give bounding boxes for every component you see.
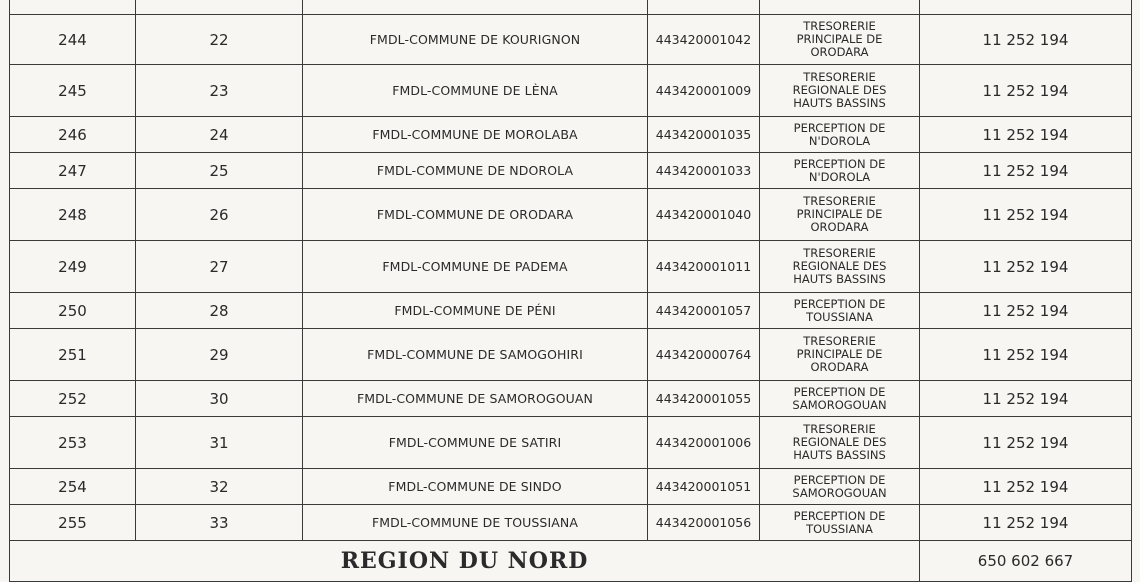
treasury-line: PERCEPTION DE xyxy=(793,296,886,311)
row-number: 246 xyxy=(10,117,136,153)
table-row xyxy=(10,505,1132,541)
treasury-office xyxy=(760,329,920,381)
commune-name: FMDL-COMMUNE DE NDOROLA xyxy=(303,153,648,189)
group-index: 29 xyxy=(136,329,303,381)
table-row xyxy=(10,241,1132,293)
amount-value: 11 252 194 xyxy=(920,15,1132,65)
treasury-line: PRINCIPALE DE xyxy=(796,32,883,46)
treasury-line: ORODARA xyxy=(810,360,869,374)
treasury-line: TOUSSIANA xyxy=(806,309,873,324)
amount-value: 11 252 194 xyxy=(920,329,1132,381)
treasury-line: PRINCIPALE DE xyxy=(796,347,883,361)
group-index: 24 xyxy=(136,117,303,153)
treasury-line: TRESORERIE xyxy=(803,334,876,348)
commune-name: FMDL-COMMUNE DE PÉNI xyxy=(303,293,648,329)
treasury-line: TRESORERIE xyxy=(803,194,876,208)
amount-value: 11 252 194 xyxy=(920,117,1132,153)
commune-name: FMDL-COMMUNE DE LÈNA xyxy=(303,65,648,117)
amount-value: 11 252 194 xyxy=(920,293,1132,329)
amount-value: 11 252 194 xyxy=(920,381,1132,417)
account-number: 443420000764 xyxy=(648,329,760,381)
treasury-line: PERCEPTION DE xyxy=(793,120,886,135)
treasury-office xyxy=(760,417,920,469)
group-index: 32 xyxy=(136,469,303,505)
amount-value: 11 252 194 xyxy=(920,153,1132,189)
treasury-line: HAUTS BASSINS xyxy=(793,272,886,286)
table-row xyxy=(10,381,1132,417)
account-number: 443420001009 xyxy=(648,65,760,117)
treasury-line: SAMOROGOUAN xyxy=(792,485,887,500)
table-row xyxy=(10,189,1132,241)
table-row xyxy=(10,65,1132,117)
region-label: REGION DU NORD xyxy=(10,541,920,582)
account-number: 443420001055 xyxy=(648,381,760,417)
table-row xyxy=(10,417,1132,469)
treasury-office xyxy=(760,189,920,241)
row-number: 247 xyxy=(10,153,136,189)
treasury-line: TRESORERIE xyxy=(803,19,876,33)
row-number: 251 xyxy=(10,329,136,381)
row-number: 249 xyxy=(10,241,136,293)
group-index: 33 xyxy=(136,505,303,541)
group-index: 27 xyxy=(136,241,303,293)
account-number: 443420001040 xyxy=(648,189,760,241)
commune-name: FMDL-COMMUNE DE KOURIGNON xyxy=(303,15,648,65)
treasury-line: PERCEPTION DE xyxy=(793,508,886,523)
row-number: 255 xyxy=(10,505,136,541)
group-index: 23 xyxy=(136,65,303,117)
treasury-line: HAUTS BASSINS xyxy=(793,448,886,462)
treasury-line: N'DOROLA xyxy=(808,169,871,184)
account-number: 443420001035 xyxy=(648,117,760,153)
treasury-office xyxy=(760,153,920,189)
account-number: 443420001011 xyxy=(648,241,760,293)
account-number: 443420001056 xyxy=(648,505,760,541)
group-index: 25 xyxy=(136,153,303,189)
amount-value: 11 252 194 xyxy=(920,65,1132,117)
treasury-line: ORODARA xyxy=(810,45,869,59)
table-row xyxy=(10,293,1132,329)
treasury-line: TOUSSIANA xyxy=(806,521,873,536)
group-index: 26 xyxy=(136,189,303,241)
table-row xyxy=(10,469,1132,505)
allocation-table xyxy=(9,0,1132,582)
commune-name: FMDL-COMMUNE DE PADEMA xyxy=(303,241,648,293)
treasury-line: TRESORERIE xyxy=(803,70,876,84)
account-number: 443420001057 xyxy=(648,293,760,329)
commune-name: FMDL-COMMUNE DE SINDO xyxy=(303,469,648,505)
treasury-line: PRINCIPALE DE xyxy=(796,207,883,221)
amount-value: 11 252 194 xyxy=(920,417,1132,469)
treasury-line: SAMOROGOUAN xyxy=(792,397,887,412)
treasury-line: TRESORERIE xyxy=(803,422,876,436)
group-index: 22 xyxy=(136,15,303,65)
group-index: 31 xyxy=(136,417,303,469)
table-row xyxy=(10,15,1132,65)
row-number: 250 xyxy=(10,293,136,329)
treasury-line: PERCEPTION DE xyxy=(793,384,886,399)
group-index: 30 xyxy=(136,381,303,417)
treasury-office xyxy=(760,293,920,329)
group-index: 28 xyxy=(136,293,303,329)
treasury-office xyxy=(760,381,920,417)
treasury-office xyxy=(760,15,920,65)
treasury-line: PERCEPTION DE xyxy=(793,156,886,171)
row-number: 245 xyxy=(10,65,136,117)
account-number: 443420001033 xyxy=(648,153,760,189)
region-total: 650 602 667 xyxy=(920,541,1132,582)
treasury-line: PERCEPTION DE xyxy=(793,472,886,487)
commune-name: FMDL-COMMUNE DE SAMOGOHIRI xyxy=(303,329,648,381)
table-row xyxy=(10,117,1132,153)
row-number: 252 xyxy=(10,381,136,417)
amount-value: 11 252 194 xyxy=(920,189,1132,241)
amount-value: 11 252 194 xyxy=(920,505,1132,541)
treasury-line: ORODARA xyxy=(810,220,869,234)
account-number: 443420001051 xyxy=(648,469,760,505)
row-number: 248 xyxy=(10,189,136,241)
treasury-line: REGIONALE DES xyxy=(792,83,887,97)
treasury-line: HAUTS BASSINS xyxy=(793,96,886,110)
treasury-line: N'DOROLA xyxy=(808,133,871,148)
account-number: 443420001006 xyxy=(648,417,760,469)
commune-name: FMDL-COMMUNE DE ORODARA xyxy=(303,189,648,241)
commune-name: FMDL-COMMUNE DE MOROLABA xyxy=(303,117,648,153)
table-row-partial xyxy=(10,0,1132,15)
treasury-office xyxy=(760,241,920,293)
region-row xyxy=(10,541,1132,582)
table-row xyxy=(10,329,1132,381)
amount-value: 11 252 194 xyxy=(920,469,1132,505)
row-number: 254 xyxy=(10,469,136,505)
amount-value: 11 252 194 xyxy=(920,241,1132,293)
table-row xyxy=(10,153,1132,189)
row-number: 253 xyxy=(10,417,136,469)
treasury-office xyxy=(760,65,920,117)
commune-name: FMDL-COMMUNE DE SATIRI xyxy=(303,417,648,469)
table-body xyxy=(10,0,1132,582)
treasury-office xyxy=(760,505,920,541)
commune-name: FMDL-COMMUNE DE SAMOROGOUAN xyxy=(303,381,648,417)
treasury-line: REGIONALE DES xyxy=(792,435,887,449)
treasury-office xyxy=(760,117,920,153)
account-number: 443420001042 xyxy=(648,15,760,65)
row-number: 244 xyxy=(10,15,136,65)
treasury-office xyxy=(760,469,920,505)
treasury-line: TRESORERIE xyxy=(803,246,876,260)
treasury-line: REGIONALE DES xyxy=(792,259,887,273)
commune-name: FMDL-COMMUNE DE TOUSSIANA xyxy=(303,505,648,541)
